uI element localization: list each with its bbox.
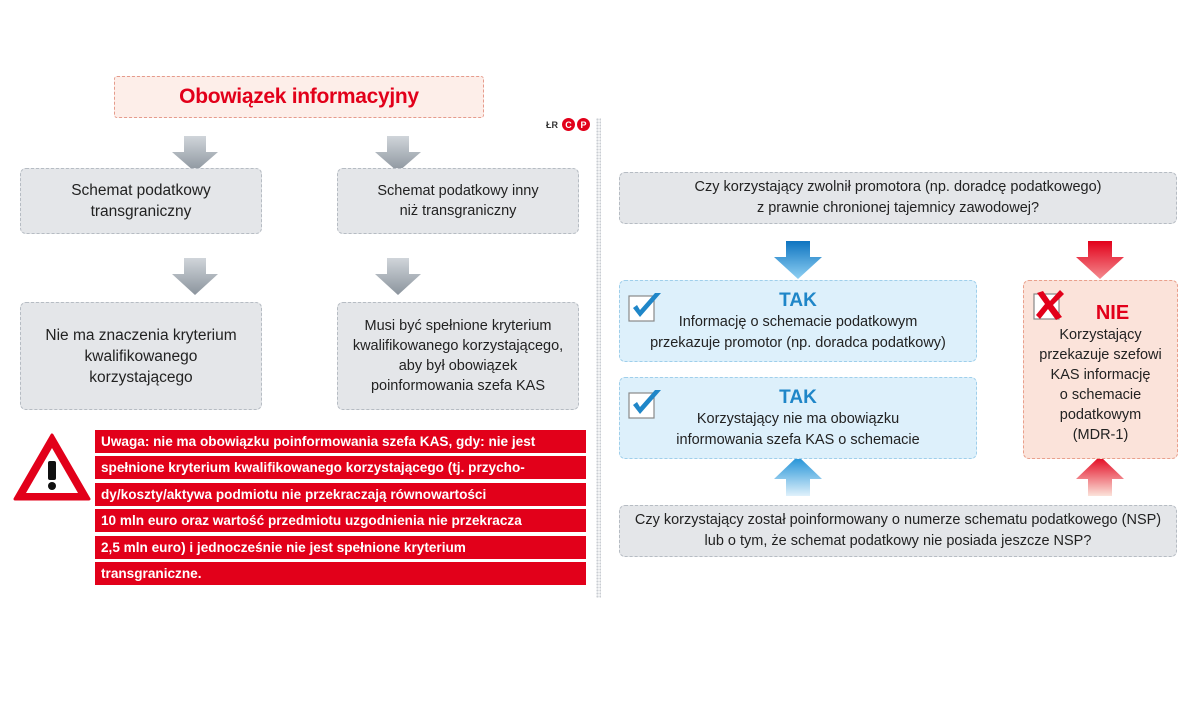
logo-text: ŁR — [546, 119, 558, 130]
schema-transgraniczny-box — [20, 168, 262, 234]
box-line: Czy korzystający został poinformowany o numerze schematu podatkowego (NSP) — [634, 512, 1162, 528]
nie-box — [1023, 280, 1178, 459]
warning-note — [95, 430, 586, 588]
arrow-down-icon — [375, 258, 421, 295]
tak-label: TAK — [779, 290, 817, 311]
box-line: kwalifikowanego — [84, 347, 198, 365]
box-line: informowania szefa KAS o schemacie — [676, 432, 920, 448]
warning-line: spełnione kryterium kwalifikowanego korzystającego (tj. przycho- — [95, 456, 586, 479]
box-line: poinformowania szefa KAS — [370, 378, 546, 394]
box-line: Nie ma znaczenia kryterium — [45, 326, 237, 344]
tak-promotor-box — [619, 280, 977, 362]
box-line: podatkowym — [1059, 407, 1142, 423]
box-line: Musi być spełnione kryterium — [364, 318, 552, 334]
warning-line: Uwaga: nie ma obowiązku poinformowania szefa KAS, gdy: nie jest — [95, 430, 586, 453]
arrow-down-icon — [172, 136, 218, 172]
box-line: o schemacie — [1059, 387, 1142, 403]
warning-line: 10 mln euro oraz wartość przedmiotu uzgodnienia nie przekracza — [95, 509, 586, 532]
schema-inny-box — [337, 168, 579, 234]
box-line: Schemat podatkowy inny — [377, 183, 539, 199]
left-arrows — [0, 0, 600, 300]
no-criterion-box — [20, 302, 262, 410]
nie-label: NIE — [1095, 302, 1130, 324]
box-line: kwalifikowanego korzystającego, — [352, 338, 564, 354]
box-line: przekazuje promotor (np. doradca podatkowy) — [650, 335, 946, 351]
box-line: transgraniczny — [90, 203, 192, 220]
warning-icon — [12, 432, 92, 502]
logo-p-icon: P — [577, 118, 590, 131]
box-line: Korzystający nie ma obowiązku — [696, 411, 900, 427]
question-nsp-box — [619, 505, 1177, 557]
diagram-title: Obowiązek informacyjny — [179, 85, 419, 108]
checkmark-icon — [628, 291, 664, 325]
box-line: KAS informację — [1050, 367, 1151, 383]
arrow-down-icon — [172, 258, 218, 295]
box-line: Schemat podatkowy — [71, 182, 211, 199]
box-line: Czy korzystający zwolnił promotora (np. doradcę podatkowego) — [694, 179, 1102, 195]
arrow-down-icon — [1076, 241, 1124, 279]
box-line: (MDR-1) — [1072, 427, 1129, 443]
warning-line: transgraniczne. — [95, 562, 586, 585]
box-line: przekazuje szefowi — [1039, 347, 1162, 363]
tak-no-obligation-box — [619, 377, 977, 459]
logo-c-icon: C — [562, 118, 575, 131]
warning-line: dy/koszty/aktywa podmiotu nie przekraczają równowartości — [95, 483, 586, 506]
checkmark-icon — [628, 388, 664, 422]
criterion-required-box — [337, 302, 579, 410]
box-line: z prawnie chronionej tajemnicy zawodowej? — [756, 200, 1040, 216]
cross-icon — [1033, 289, 1067, 323]
box-line: Korzystający — [1059, 327, 1142, 343]
question-tajemnica-box — [619, 172, 1177, 224]
arrow-up-icon — [774, 456, 822, 496]
arrow-down-icon — [375, 136, 421, 172]
box-line: Informację o schemacie podatkowym — [678, 314, 918, 330]
box-line: lub o tym, że schemat podatkowy nie posiada jeszcze NSP? — [704, 533, 1092, 549]
tak-label: TAK — [779, 387, 817, 408]
arrow-up-icon — [1076, 456, 1124, 496]
box-line: aby był obowiązek — [398, 358, 518, 374]
box-line: korzystającego — [89, 368, 193, 386]
warning-line: 2,5 mln euro) i jednocześnie nie jest spełnione kryterium — [95, 536, 586, 559]
box-line: niż transgraniczny — [399, 203, 517, 219]
arrow-down-icon — [774, 241, 822, 279]
